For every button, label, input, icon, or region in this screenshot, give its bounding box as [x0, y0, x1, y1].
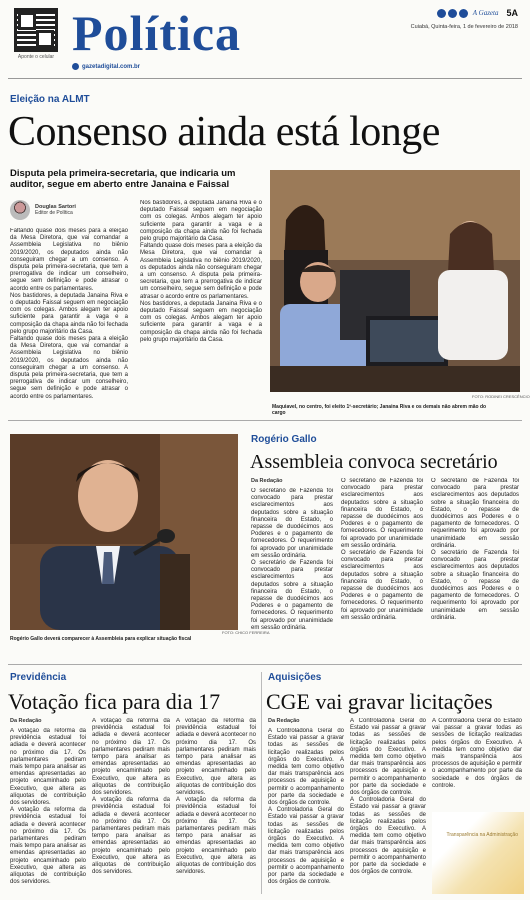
- story2-column-1: O secretário de Fazenda foi convocado para prestar esclarecimentos aos deputados sobre a situação financeira do Estado, o repasse de duodécimos aos Poderes e o pagamento de fornecedores. O requerimento foi aprovado por unanimidade em sessão ordinária. O secretário de Fazenda foi convocado para prestar esclarecimentos aos deputados sobre a situação financeira do Estado, o repasse de duodécimos aos Poderes e o pagamento de fornecedores. O requerimento foi aprovado por unanimidade em sessão ordinária.: [251, 488, 333, 631]
- qr-code-icon: [14, 8, 58, 52]
- author-avatar: [10, 200, 30, 220]
- story2-headline: Assembleia convoca secretário: [250, 451, 498, 473]
- story3-column-3: A votação da reforma da previdência estadual foi adiada e deverá acontecer no próximo dia 17. Os parlamentares pediram mais tempo para analisar as emendas apresentadas ao projeto encaminhado pelo Executivo, que altera as alíquotas de contribuição dos servidores. A votação da reforma da previdência estadual foi adiada e deverá acontecer no próximo dia 17. Os parlamentares pediram mais tempo para analisar as emendas apresentadas ao projeto encaminhado pelo Executivo, que altera as alíquotas de contribuição dos servidores.: [176, 718, 256, 876]
- story3-kicker: Previdência: [10, 672, 67, 683]
- lead-byline: [10, 200, 76, 220]
- story4-column-1: A Controladoria Geral do Estado vai passar a gravar todas as sessões de licitação realizadas pelos órgãos do Executivo. A medida tem como objetivo dar mais transparência aos processos de aquisição e permitir o acompanhamento por parte da sociedade e dos órgãos de controle. A Controladoria Geral do Estado vai passar a gravar todas as sessões de licitação realizadas pelos órgãos do Executivo. A medida tem como objetivo dar mais transparência aos processos de aquisição e permitir o acompanhamento por parte da sociedade e dos órgãos de controle.: [268, 728, 344, 886]
- section-divider: [8, 420, 522, 421]
- story2-byline: Da Redação: [251, 478, 283, 484]
- story2-photo-caption: Rogério Gallo deverá comparecer à Assembleia para explicar situação fiscal: [10, 636, 192, 642]
- lead-photo-caption: Maquiavel, no centro, foi eleito 1º-secretário; Janaina Riva e os demais não abrem mão do cargo: [272, 404, 487, 416]
- transparency-box-text: Transparência na Administração: [446, 832, 518, 838]
- header-divider: [8, 78, 522, 79]
- story3-column-2: A votação da reforma da previdência estadual foi adiada e deverá acontecer no próximo dia 17. Os parlamentares pediram mais tempo para analisar as emendas apresentadas ao projeto encaminhado pelo Executivo, que altera as alíquotas de contribuição dos servidores. A votação da reforma da previdência estadual foi adiada e deverá acontecer no próximo dia 17. Os parlamentares pediram mais tempo para analisar as emendas apresentadas ao projeto encaminhado pelo Executivo, que altera as alíquotas de contribuição dos servidores.: [92, 718, 170, 876]
- lead-photo: [270, 170, 520, 392]
- lead-headline: Consenso ainda está longe: [8, 109, 440, 155]
- story2-photo-credit: FOTO: CHICO FERREIRA: [222, 630, 270, 635]
- header-info: [411, 8, 518, 30]
- page-number: 5A: [506, 8, 518, 18]
- twitter-icon: [448, 9, 457, 18]
- section-divider-2: [8, 664, 522, 665]
- story4-byline: Da Redação: [268, 718, 300, 724]
- lead-kicker: Eleição na ALMT: [10, 94, 90, 105]
- story4-kicker: Aquisições: [268, 672, 322, 683]
- lead-column-1: Faltando quase dois meses para a eleição da Mesa Diretora, que vai comandar a Assembleia Legislativa no biênio 2019/2020, os deputados ainda não conseguiram chegar a um consenso. A disputa pela primeira-secretaria, que tem a prerrogativa de indicar um conselheiro, segue sem definição e pode atrasar o acordo entre os parlamentares. Nos bastidores, a deputada Janaina Riva e o deputado Faissal seguem em negociação com os colegas. Ambos alegam ter apoio suficiente para garantir a vaga e a composição da chapa ainda não foi fechada pelo grupo majoritário da Casa. Faltando quase dois meses para a eleição da Mesa Diretora, que vai comandar a Assembleia Legislativa no biênio 2019/2020, os deputados ainda não conseguiram chegar a um consenso. A disputa pela primeira-secretaria, que tem a prerrogativa de indicar um conselheiro, segue sem definição e pode atrasar o acordo entre os parlamentares.: [10, 228, 128, 400]
- story3-headline: Votação fica para dia 17: [8, 689, 221, 714]
- transparency-box: [432, 812, 524, 894]
- dateline: Cuiabá, Quinta-feira, 1 de fevereiro de 2018: [410, 24, 518, 30]
- author-name: Douglas Sartori: [35, 204, 76, 210]
- globe-icon: [72, 63, 79, 70]
- story2-kicker: Rogério Gallo: [251, 434, 317, 445]
- story2-photo: [10, 434, 238, 630]
- story2-column-3: O secretário de Fazenda foi convocado para prestar esclarecimentos aos deputados sobre a situação financeira do Estado, o repasse de duodécimos aos Poderes e o pagamento de fornecedores. O requerimento foi aprovado por unanimidade em sessão ordinária. O secretário de Fazenda foi convocado para prestar esclarecimentos aos deputados sobre a situação financeira do Estado, o repasse de duodécimos aos Poderes e o pagamento de fornecedores. O requerimento foi aprovado por unanimidade em sessão ordinária.: [431, 478, 519, 621]
- instagram-icon: [459, 9, 468, 18]
- column-divider: [261, 672, 262, 894]
- lead-photo-credit: FOTO: RODINEI CRESCÊNCIO: [472, 394, 530, 399]
- story2-column-2: O secretário de Fazenda foi convocado para prestar esclarecimentos aos deputados sobre a situação financeira do Estado, o repasse de duodécimos aos Poderes e o pagamento de fornecedores. O requerimento foi aprovado por unanimidade em sessão ordinária. O secretário de Fazenda foi convocado para prestar esclarecimentos aos deputados sobre a situação financeira do Estado, o repasse de duodécimos aos Poderes e o pagamento de fornecedores. O requerimento foi aprovado por unanimidade em sessão ordinária.: [341, 478, 423, 621]
- lead-deck: Disputa pela primeira-secretaria, que indicaria um auditor, segue em aberto entre Janaina e Faissal: [10, 168, 236, 190]
- site-url[interactable]: gazetadigital.com.br: [72, 63, 140, 70]
- brand-name: A Gazeta: [472, 9, 499, 17]
- qr-label: Aponte o celular: [17, 54, 55, 60]
- story3-byline: Da Redação: [10, 718, 42, 724]
- qr-code: [14, 8, 58, 60]
- facebook-icon: [437, 9, 446, 18]
- story3-column-1: A votação da reforma da previdência estadual foi adiada e deverá acontecer no próximo dia 17. Os parlamentares pediram mais tempo para analisar as emendas apresentadas ao projeto encaminhado pelo Executivo, que altera as alíquotas de contribuição dos servidores. A votação da reforma da previdência estadual foi adiada e deverá acontecer no próximo dia 17. Os parlamentares pediram mais tempo para analisar as emendas apresentadas ao projeto encaminhado pelo Executivo, que altera as alíquotas de contribuição dos servidores.: [10, 728, 86, 886]
- lead-column-2: Nos bastidores, a deputada Janaina Riva e o deputado Faissal seguem em negociação com os colegas. Ambos alegam ter apoio suficiente para garantir a vaga e a composição da chapa ainda não foi fechada pelo grupo majoritário da Casa. Faltando quase dois meses para a eleição da Mesa Diretora, que vai comandar a Assembleia Legislativa no biênio 2019/2020, os deputados ainda não conseguiram chegar a um consenso. A disputa pela primeira-secretaria, que tem a prerrogativa de indicar um conselheiro, segue sem definição e pode atrasar o acordo entre os parlamentares. Nos bastidores, a deputada Janaina Riva e o deputado Faissal seguem em negociação com os colegas. Ambos alegam ter apoio suficiente para garantir a vaga e a composição da chapa ainda não foi fechada pelo grupo majoritário da Casa.: [140, 200, 262, 343]
- section-title: Política: [72, 5, 242, 61]
- story4-headline: CGE vai gravar licitações: [266, 689, 493, 714]
- author-role: Editor de Política: [35, 210, 73, 216]
- story4-column-2: A Controladoria Geral do Estado vai passar a gravar todas as sessões de licitação realizadas pelos órgãos do Executivo. A medida tem como objetivo dar mais transparência aos processos de aquisição e permitir o acompanhamento por parte da sociedade e dos órgãos de controle. A Controladoria Geral do Estado vai passar a gravar todas as sessões de licitação realizadas pelos órgãos do Executivo. A medida tem como objetivo dar mais transparência aos processos de aquisição e permitir o acompanhamento por parte da sociedade e dos órgãos de controle.: [350, 718, 426, 876]
- story4-column-3: A Controladoria Geral do Estado vai passar a gravar todas as sessões de licitação realizadas pelos órgãos do Executivo. A medida tem como objetivo dar mais transparência aos processos de aquisição e permitir o acompanhamento por parte da sociedade e dos órgãos de controle.: [432, 718, 522, 789]
